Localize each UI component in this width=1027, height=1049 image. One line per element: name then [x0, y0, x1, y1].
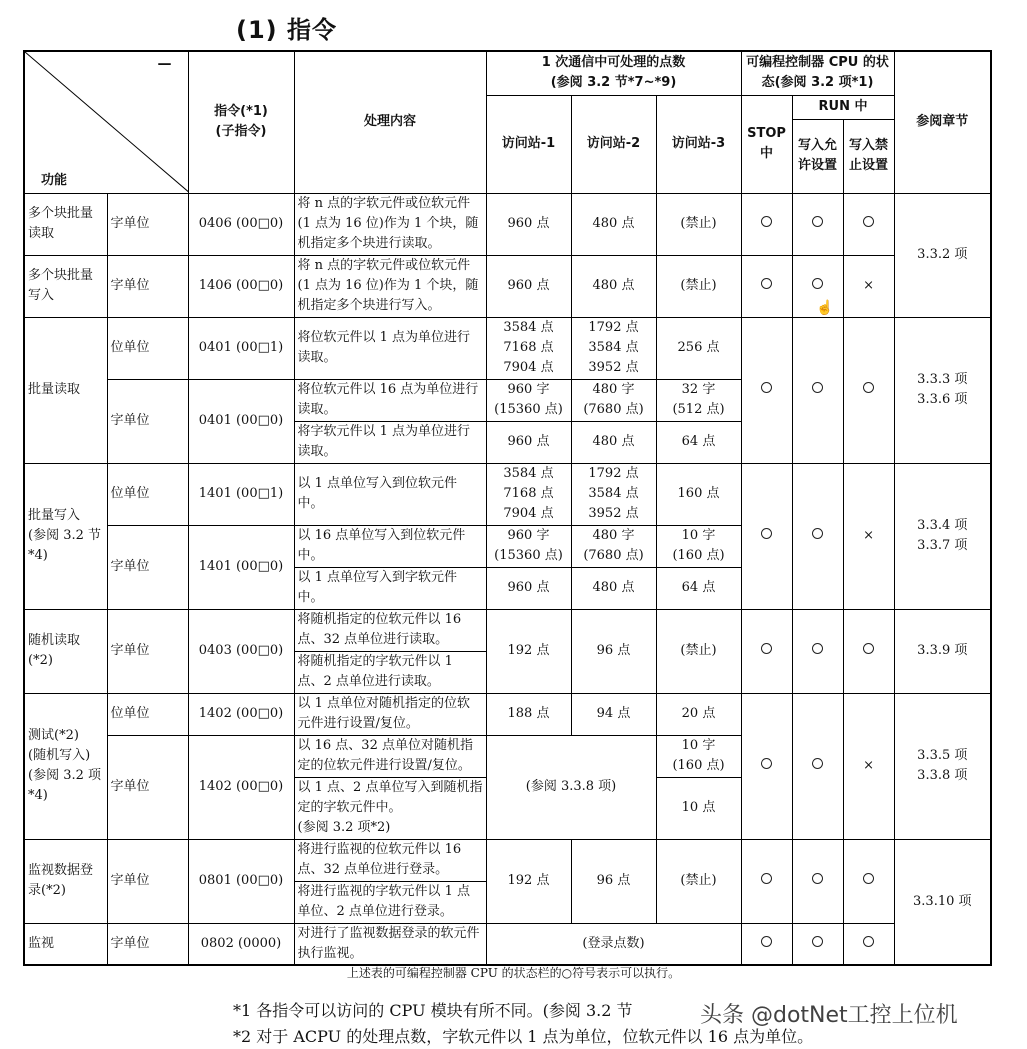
station3-cell: 10 字 (160 点) — [656, 735, 741, 777]
processing-cell: 将 n 点的字软元件或位软元件(1 点为 16 位)作为 1 个块，随机指定多个块进行读取。 — [294, 193, 486, 255]
processing-cell: 以 1 点单位写入到位软元件中。 — [294, 463, 486, 525]
station3-cell: (禁止) — [656, 255, 741, 317]
write-allow-cell — [792, 193, 843, 255]
station2-cell: 1792 点 3584 点 3952 点 — [571, 317, 656, 379]
unit-cell: 字单位 — [107, 379, 188, 463]
processing-cell: 对进行了监视数据登录的软元件执行监视。 — [294, 923, 486, 965]
cross-icon: × — [843, 255, 894, 317]
station2-cell: 1792 点 3584 点 3952 点 — [571, 463, 656, 525]
station2-cell: 480 点 — [571, 193, 656, 255]
circle-icon — [812, 758, 823, 769]
station2-cell: 480 点 — [571, 255, 656, 317]
ref-cell: 3.3.2 项 — [894, 193, 991, 317]
circle-icon — [812, 936, 823, 947]
page-title: (1) 指令 — [236, 16, 337, 44]
stop-cell — [741, 923, 792, 965]
station3-cell: 160 点 — [656, 463, 741, 525]
ref-cell: 3.3.5 项 3.3.8 项 — [894, 693, 991, 839]
write-forbid-cell — [843, 193, 894, 255]
stop-cell — [741, 193, 792, 255]
function-cell: 随机读取 (*2) — [24, 609, 107, 693]
hand-cursor-icon: ☝ — [816, 300, 834, 316]
command-cell: 1401 (00□1) — [188, 463, 294, 525]
watermark: 头条 @dotNet工控上位机 — [700, 1003, 958, 1028]
circle-icon — [863, 873, 874, 884]
unit-cell: 字单位 — [107, 255, 188, 317]
write-forbid-header: 写入禁 止设置 — [843, 119, 894, 193]
table-row — [24, 463, 991, 525]
processing-cell: 以 1 点单位对随机指定的位软元件进行设置/复位。 — [294, 693, 486, 735]
processing-cell: 将随机指定的位软元件以 16 点、32 点单位进行读取。 — [294, 609, 486, 651]
unit-cell: 位单位 — [107, 317, 188, 379]
command-cell: 0406 (00□0) — [188, 193, 294, 255]
station1-cell: 960 字 (15360 点) — [486, 379, 571, 421]
station2-cell: 480 点 — [571, 567, 656, 609]
station3-cell: 64 点 — [656, 567, 741, 609]
station2-cell: 94 点 — [571, 693, 656, 735]
station1-cell: 3584 点 7168 点 7904 点 — [486, 463, 571, 525]
processing-cell: 以 1 点单位写入到字软元件中。 — [294, 567, 486, 609]
write-allow-cell — [792, 609, 843, 693]
station3-cell: 10 字 (160 点) — [656, 525, 741, 567]
station3-header: 访问站-3 — [656, 95, 741, 193]
station1-cell: 188 点 — [486, 693, 571, 735]
unit-cell: 字单位 — [107, 923, 188, 965]
write-allow-header: 写入允 许设置 — [792, 119, 843, 193]
circle-icon — [863, 382, 874, 393]
cross-icon: × — [843, 463, 894, 609]
circle-icon — [863, 216, 874, 227]
cpu-state-header: 可编程控制器 CPU 的状 态(参阅 3.2 项*1) — [741, 51, 894, 95]
function-diagonal-header — [24, 51, 188, 193]
circle-icon — [761, 382, 772, 393]
circle-icon — [863, 936, 874, 947]
processing-cell: 将位软元件以 1 点为单位进行读取。 — [294, 317, 486, 379]
table-row — [24, 839, 991, 881]
stop-cell — [741, 317, 792, 463]
stop-cell — [741, 693, 792, 839]
station3-cell: (禁止) — [656, 193, 741, 255]
processing-cell: 将位软元件以 16 点为单位进行读取。 — [294, 379, 486, 421]
station12-cell: (参阅 3.3.8 项) — [486, 735, 656, 839]
table-row — [24, 693, 991, 735]
function-label: 功能 — [41, 172, 68, 188]
write-allow-cell — [792, 317, 843, 463]
processing-cell: 将 n 点的字软元件或位软元件(1 点为 16 位)作为 1 个块，随机指定多个块进行写入。 — [294, 255, 486, 317]
station1-cell: 960 点 — [486, 255, 571, 317]
table-row — [24, 317, 991, 379]
write-allow-cell — [792, 693, 843, 839]
station3-cell: 20 点 — [656, 693, 741, 735]
table-row — [24, 255, 991, 317]
unit-cell: 字单位 — [107, 525, 188, 609]
function-cell: 监视 — [24, 923, 107, 965]
processing-cell: 以 16 点单位写入到位软元件中。 — [294, 525, 486, 567]
function-cell: 多个块批量写入 — [24, 255, 107, 317]
table-row — [24, 193, 991, 255]
dash-label: — — [157, 56, 172, 72]
ref-cell: 3.3.4 项 3.3.7 项 — [894, 463, 991, 609]
processing-cell: 将字软元件以 1 点为单位进行读取。 — [294, 421, 486, 463]
station1-cell: 960 点 — [486, 567, 571, 609]
station1-cell: 192 点 — [486, 609, 571, 693]
write-allow-cell — [792, 923, 843, 965]
station1-cell: 960 字 (15360 点) — [486, 525, 571, 567]
function-cell: 测试(*2) (随机写入) (参阅 3.2 项*4) — [24, 693, 107, 839]
function-cell: 批量写入 (参阅 3.2 节*4) — [24, 463, 107, 609]
circle-icon — [761, 643, 772, 654]
station3-cell: 64 点 — [656, 421, 741, 463]
processing-cell: 以 16 点、32 点单位对随机指定的位软元件进行设置/复位。 — [294, 735, 486, 777]
station3-cell: 10 点 — [656, 777, 741, 839]
write-forbid-cell — [843, 317, 894, 463]
command-cell: 1402 (00□0) — [188, 693, 294, 735]
station1-cell: 960 点 — [486, 193, 571, 255]
circle-icon — [812, 873, 823, 884]
command-header: 指令(*1) (子指令) — [188, 51, 294, 193]
station1-cell: 3584 点 7168 点 7904 点 — [486, 317, 571, 379]
processing-cell: 将进行监视的字软元件以 1 点单位、2 点单位进行登录。 — [294, 881, 486, 923]
processing-cell: 以 1 点、2 点单位写入到随机指定的字软元件中。 (参阅 3.2 项*2) — [294, 777, 486, 839]
station1-cell: 192 点 — [486, 839, 571, 923]
station2-cell: 480 字 (7680 点) — [571, 525, 656, 567]
run-header: RUN 中 — [792, 95, 894, 119]
station3-cell: (禁止) — [656, 839, 741, 923]
unit-cell: 字单位 — [107, 193, 188, 255]
table-row — [24, 609, 991, 651]
command-cell: 0401 (00□0) — [188, 379, 294, 463]
command-cell: 0801 (00□0) — [188, 839, 294, 923]
station2-cell: 96 点 — [571, 609, 656, 693]
write-forbid-cell — [843, 609, 894, 693]
station2-cell: 480 点 — [571, 421, 656, 463]
unit-cell: 字单位 — [107, 839, 188, 923]
ref-cell: 3.3.10 项 — [894, 839, 991, 965]
station2-header: 访问站-2 — [571, 95, 656, 193]
command-cell: 0401 (00□1) — [188, 317, 294, 379]
stop-cell — [741, 839, 792, 923]
circle-icon — [761, 216, 772, 227]
station1-cell: 960 点 — [486, 421, 571, 463]
circle-icon — [761, 873, 772, 884]
station2-cell: 96 点 — [571, 839, 656, 923]
ref-header: 参阅章节 — [894, 51, 991, 193]
footnote-2: *2 对于 ACPU 的处理点数，字软元件以 1 点为单位，位软元件以 16 点为单位。 — [233, 1027, 814, 1046]
points-header: 1 次通信中可处理的点数 (参阅 3.2 节*7~*9) — [486, 51, 741, 95]
write-allow-cell — [792, 463, 843, 609]
table-caption: 上述表的可编程控制器 CPU 的状态栏的○符号表示可以执行。 — [346, 966, 681, 980]
command-table — [23, 50, 992, 966]
write-forbid-cell — [843, 923, 894, 965]
unit-cell: 字单位 — [107, 609, 188, 693]
table-row — [24, 923, 991, 965]
stop-cell — [741, 463, 792, 609]
processing-cell: 将随机指定的字软元件以 1 点、2 点单位进行读取。 — [294, 651, 486, 693]
circle-icon — [812, 382, 823, 393]
footnote-1: *1 各指令可以访问的 CPU 模块有所不同。(参阅 3.2 节 — [233, 1001, 633, 1020]
station-cell: (登录点数) — [486, 923, 741, 965]
unit-cell: 位单位 — [107, 463, 188, 525]
circle-icon — [812, 643, 823, 654]
stop-cell — [741, 609, 792, 693]
circle-icon — [761, 278, 772, 289]
circle-icon — [863, 643, 874, 654]
station3-cell: (禁止) — [656, 609, 741, 693]
processing-cell: 将进行监视的位软元件以 16 点、32 点单位进行登录。 — [294, 839, 486, 881]
command-cell: 0403 (00□0) — [188, 609, 294, 693]
write-forbid-cell — [843, 839, 894, 923]
circle-icon — [812, 528, 823, 539]
circle-icon — [761, 936, 772, 947]
station1-header: 访问站-1 — [486, 95, 571, 193]
cross-icon: × — [843, 693, 894, 839]
station2-cell: 480 字 (7680 点) — [571, 379, 656, 421]
command-cell: 1406 (00□0) — [188, 255, 294, 317]
function-cell: 监视数据登录(*2) — [24, 839, 107, 923]
function-cell: 批量读取 — [24, 317, 107, 463]
stop-cell — [741, 255, 792, 317]
station3-cell: 32 字 (512 点) — [656, 379, 741, 421]
unit-cell: 位单位 — [107, 693, 188, 735]
ref-cell: 3.3.9 项 — [894, 609, 991, 693]
station3-cell: 256 点 — [656, 317, 741, 379]
write-allow-cell — [792, 839, 843, 923]
circle-icon — [761, 758, 772, 769]
command-cell: 0802 (0000) — [188, 923, 294, 965]
circle-icon — [812, 278, 823, 289]
ref-cell: 3.3.3 项 3.3.6 项 — [894, 317, 991, 463]
circle-icon — [812, 216, 823, 227]
unit-cell: 字单位 — [107, 735, 188, 839]
stop-header: STOP 中 — [741, 95, 792, 193]
function-cell: 多个块批量读取 — [24, 193, 107, 255]
circle-icon — [761, 528, 772, 539]
processing-header: 处理内容 — [294, 51, 486, 193]
command-cell: 1402 (00□0) — [188, 735, 294, 839]
command-cell: 1401 (00□0) — [188, 525, 294, 609]
